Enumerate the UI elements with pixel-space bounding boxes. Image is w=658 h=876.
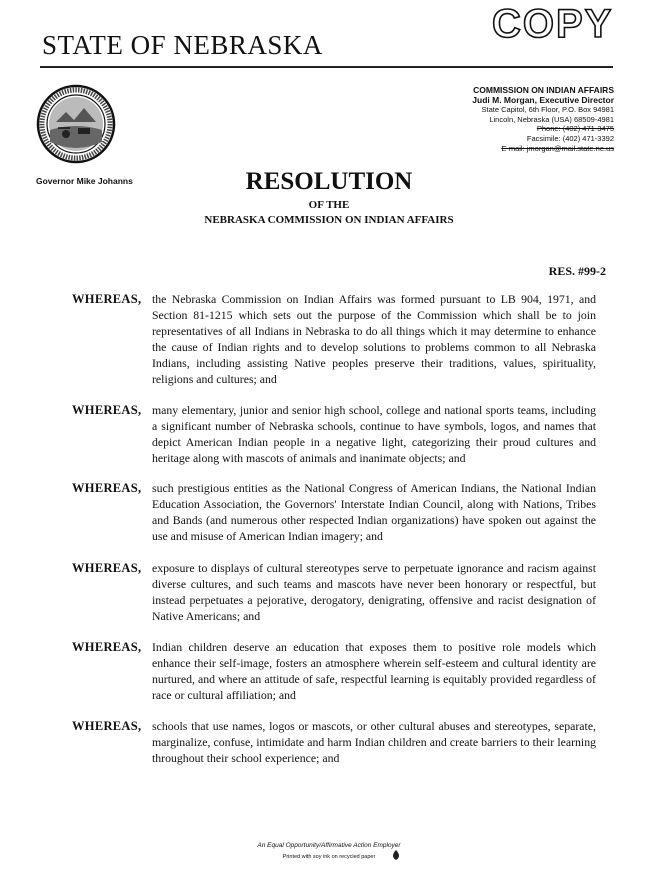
clause-text: the Nebraska Commission on Indian Affairs was formed pursuant to LB 904, 1971, and Section 81-1215 which sets out the purpose of the Commission which shall be to join representatives of all Indians in Nebraska to do all things which it may determine to enhance the cause of Indian rights and to develop solutions to problems common to all Nebraska Indians, including assisting Native peoples preserve their traditions, values, spirituality, religions and cultures; and — [152, 292, 596, 386]
clause-text: schools that use names, logos or mascots, or other cultural abuses and stereotypes, separate, marginalize, confuse, intimidate and harm Indian children and create barriers to their learning throughout their school experience; and — [152, 719, 596, 765]
clause-label: WHEREAS, — [72, 403, 142, 417]
footer-recycled: Printed with soy ink on recycled paper — [282, 854, 376, 860]
agency-email: E-mail: jmorgan@mail.state.ne.us — [501, 143, 614, 153]
clause-label: WHEREAS, — [72, 481, 142, 495]
clause-text: such prestigious entities as the National Congress of American Indians, the National Indian Education Association, the Governors' Interstate Indian Council, along with Nations, Tribes and Bands (and numerous other respected Indian organizations) have spoken out against the use and misuse of American Indian imagery; and — [152, 481, 596, 543]
clause-text: exposure to displays of cultural stereotypes serve to perpetuate ignorance and racism against diverse cultures, and such teams and mascots have never been honorary or respectful, but instead perpetuates a pejorative, derogatory, denigrating, offensive and racist designation of Native Americans; and — [152, 561, 596, 623]
clause-text: Indian children deserve an education that exposes them to positive role models which enhance their self-image, fosters an atmosphere wherein self-esteem and cultural identity are nurtured, and where an attitude of safe, respectful learning is equitably provided regardless of race or cultural affiliation; and — [152, 640, 596, 702]
agency-address-1: State Capitol, 6th Floor, P.O. Box 94981 — [481, 105, 614, 115]
clause-label: WHEREAS, — [72, 292, 142, 306]
agency-fax: Facsimile: (402) 471-3392 — [526, 133, 614, 143]
resolution-subtitle-of-the: OF THE — [308, 199, 350, 211]
clause-text: many elementary, junior and senior high school, college and national sports teams, including a significant number of Nebraska schools, continue to have symbols, logos, and names that depict American Indian people in a negative light, categorizing their proud cultures and heritage along with mascots of animals and inanimate objects; and — [152, 403, 596, 465]
footer-eoe: An Equal Opportunity/Affirmative Action Employer — [257, 842, 401, 849]
state-seal-icon — [36, 84, 116, 164]
state-title: STATE OF NEBRASKA — [42, 30, 323, 60]
resolution-number: RES. #99-2 — [548, 264, 606, 278]
clause-label: WHEREAS, — [72, 640, 142, 654]
agency-address-2: Lincoln, Nebraska (USA) 68509-4981 — [489, 114, 614, 124]
agency-block — [472, 86, 614, 153]
soy-ink-leaf-icon — [392, 850, 400, 860]
agency-phone: Phone: (402) 471-3475 — [536, 124, 614, 134]
header-rule — [40, 66, 613, 68]
clause-label: WHEREAS, — [72, 719, 142, 733]
agency-director: Judi M. Morgan, Executive Director — [472, 94, 614, 105]
agency-name: COMMISSION ON INDIAN AFFAIRS — [473, 85, 614, 95]
resolution-title: RESOLUTION — [245, 168, 413, 195]
resolution-subtitle-commission: NEBRASKA COMMISSION ON INDIAN AFFAIRS — [204, 214, 454, 226]
clause-label: WHEREAS, — [72, 561, 142, 575]
copy-stamp: COPY — [492, 2, 614, 46]
governor-name: Governor Mike Johanns — [36, 176, 133, 186]
